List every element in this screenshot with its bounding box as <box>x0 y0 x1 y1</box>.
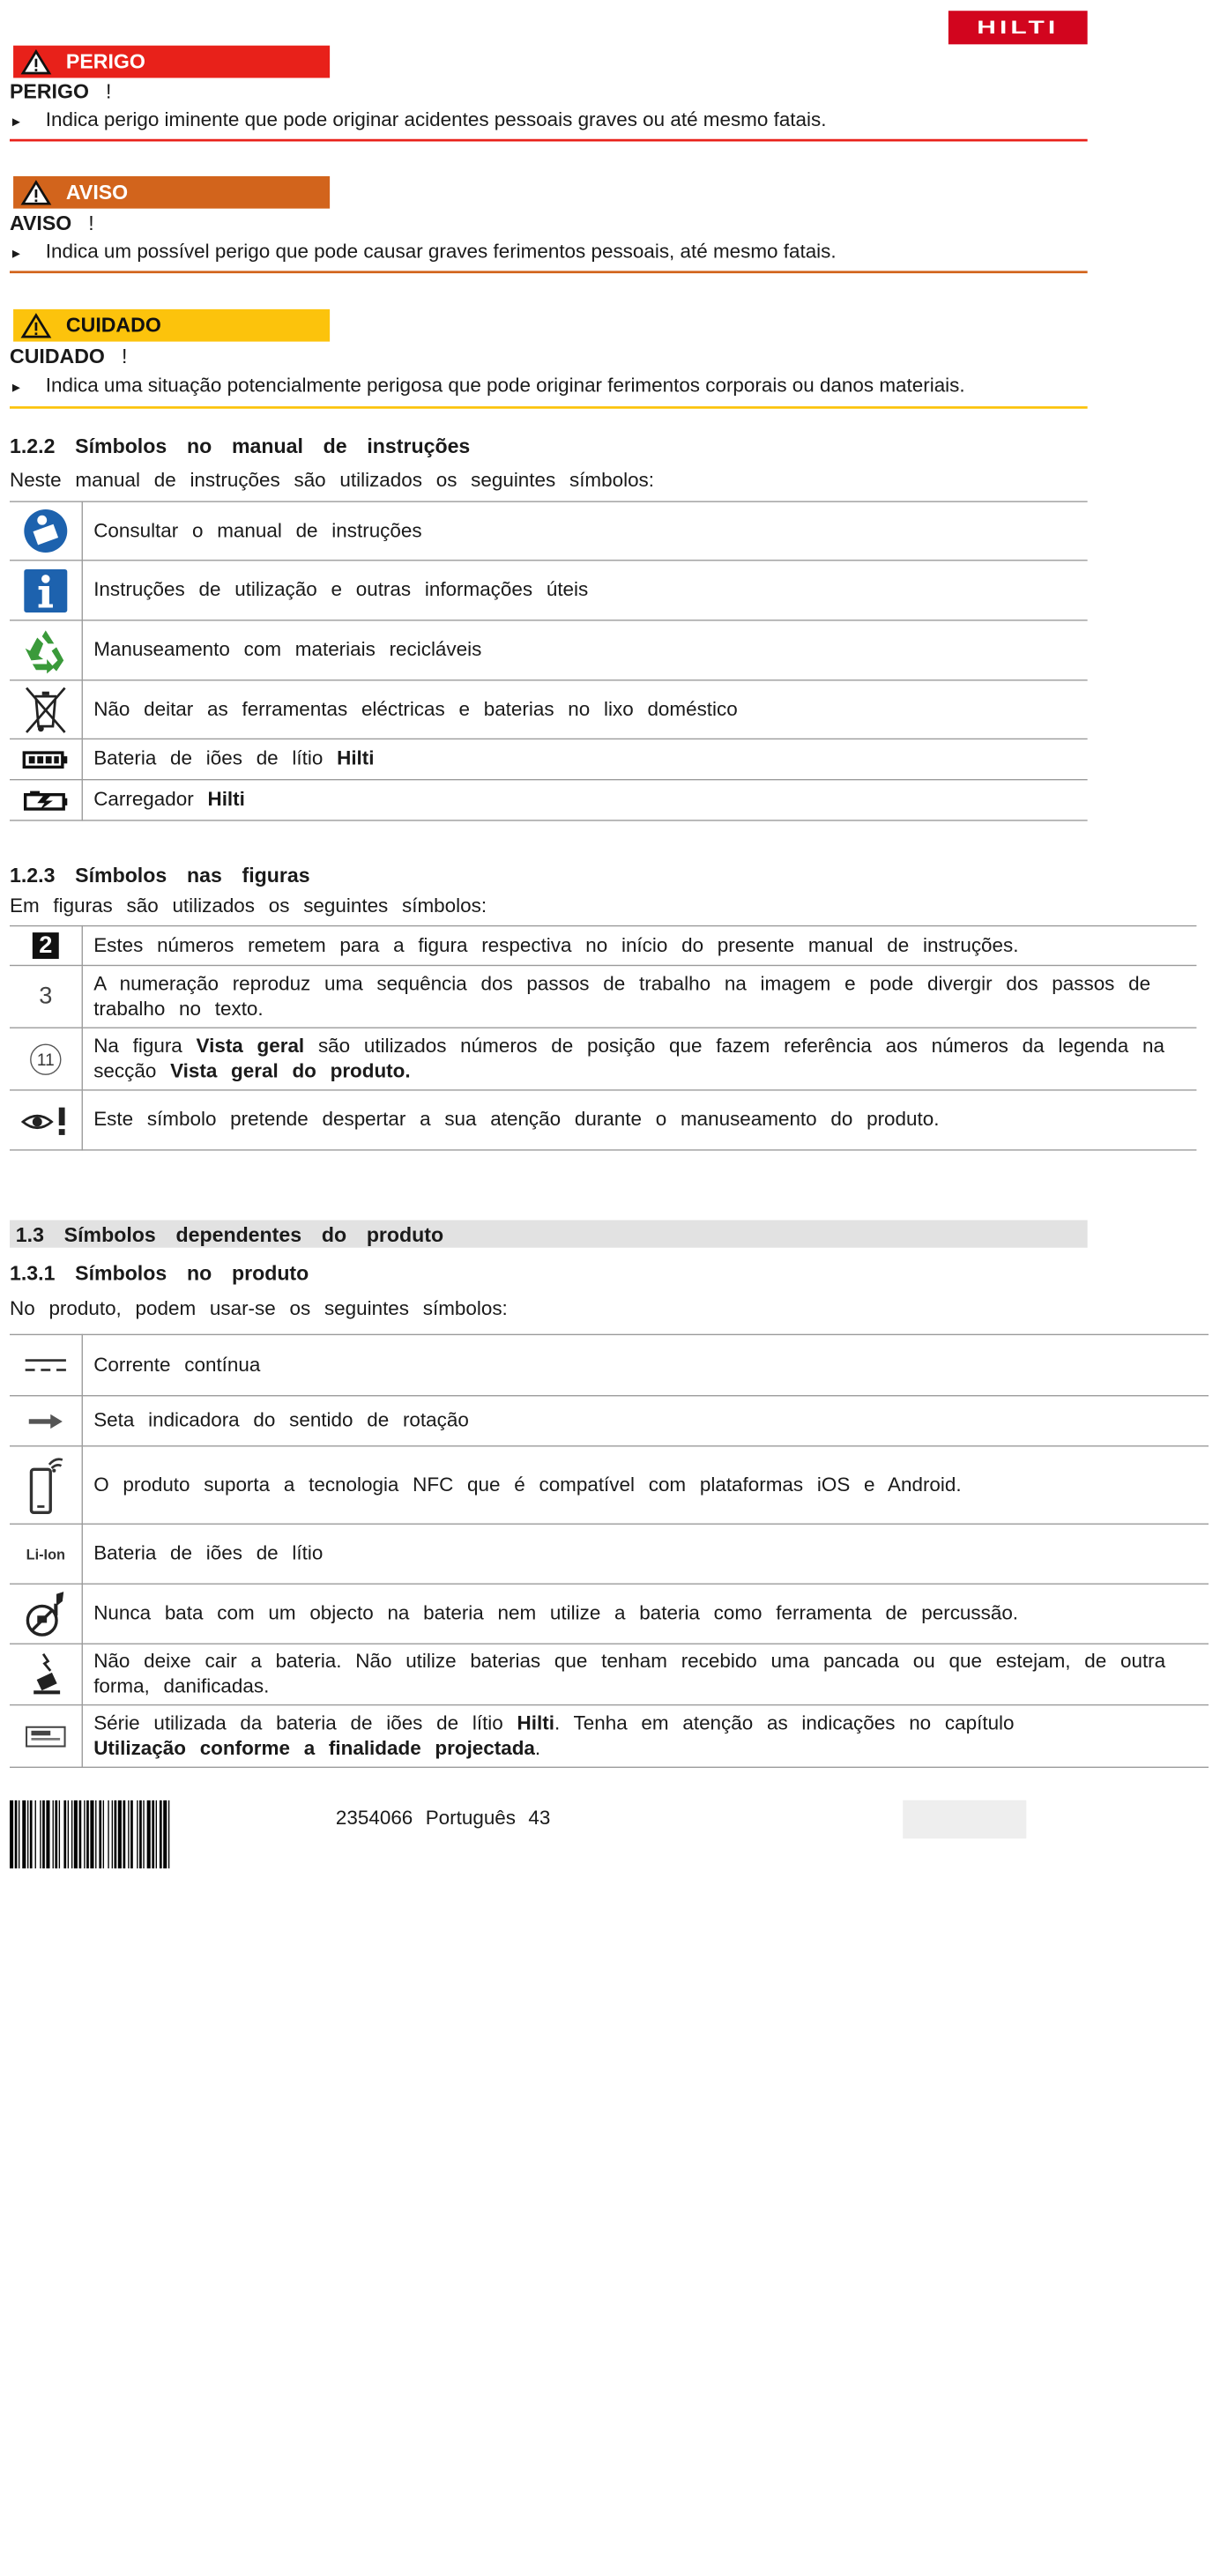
bullet-arrow-icon: ► <box>10 115 23 130</box>
dropped-battery-icon <box>24 1649 67 1699</box>
crossed-bin-icon <box>23 685 69 735</box>
symbol-description: Nunca bata com um objecto na bateria nem utilize a bateria como ferramenta de percussão. <box>82 1584 1209 1644</box>
table-row <box>10 1705 1209 1768</box>
caution-banner <box>13 309 330 342</box>
info-icon <box>22 567 70 614</box>
recycle-icon <box>20 627 71 674</box>
direct-current-icon <box>22 1355 70 1375</box>
document-number: 2354066 <box>335 1807 413 1830</box>
warning-text: ► Indica um possível perigo que pode causar graves ferimentos pessoais, até mesmo fatais. <box>10 241 837 263</box>
li-ion-icon: Li-Ion <box>26 1546 66 1563</box>
product-symbols-table <box>10 1334 1209 1768</box>
section-1-2-2-intro: Neste manual de instruções são utilizados os seguintes símbolos: <box>10 470 655 492</box>
section-1-2-3-heading: 1.2.3 Símbolos nas figuras <box>10 864 310 887</box>
table-row <box>10 1524 1209 1584</box>
symbol-description: Corrente contínua <box>82 1334 1209 1395</box>
table-row <box>10 780 1088 820</box>
caution-banner-label: CUIDADO <box>65 313 161 337</box>
battery-series-icon <box>24 1724 67 1748</box>
section-1-3-1-heading: 1.3.1 Símbolos no produto <box>10 1262 309 1285</box>
footer-language: Português <box>425 1807 517 1830</box>
bullet-arrow-icon: ► <box>10 381 23 396</box>
symbol-description: Instruções de utilização e outras informações úteis <box>82 560 1087 620</box>
footer-gray-box <box>903 1800 1026 1839</box>
symbol-description: Bateria de iões de lítio Hilti <box>82 739 1087 779</box>
table-row <box>10 560 1088 620</box>
eye-attention-icon <box>20 1104 71 1135</box>
warning-banner-label: AVISO <box>65 180 129 204</box>
hilti-logo: HILTI <box>948 11 1088 44</box>
rotation-arrow-icon <box>26 1414 65 1428</box>
no-hammer-battery-icon <box>23 1589 69 1639</box>
battery-icon <box>22 748 70 769</box>
caution-signal-word: CUIDADO ! <box>10 345 128 368</box>
position-number-icon: 11 <box>30 1043 61 1074</box>
table-row <box>10 680 1088 739</box>
table-row <box>10 1090 1196 1150</box>
danger-rule <box>10 139 1088 142</box>
footer-info <box>336 1808 550 1830</box>
section-1-2-2-heading: 1.2.2 Símbolos no manual de instruções <box>10 434 471 458</box>
warning-triangle-icon <box>20 48 51 75</box>
danger-signal-word: PERIGO ! <box>10 80 112 103</box>
table-row <box>10 1396 1209 1446</box>
charger-icon <box>22 788 70 812</box>
table-row <box>10 501 1088 560</box>
figure-number-icon: 2 <box>33 932 59 959</box>
barcode-icon <box>10 1800 307 1869</box>
symbol-description: Não deitar as ferramentas eléctricas e baterias no lixo doméstico <box>82 680 1087 739</box>
manual-page <box>10 0 1220 2576</box>
page-number: 43 <box>528 1807 551 1830</box>
figure-symbols-table <box>10 925 1196 1151</box>
caution-text: ► Indica uma situação potencialmente perigosa que pode originar ferimentos corporais ou danos materiais. <box>10 375 965 397</box>
step-number-icon: 3 <box>39 983 53 1010</box>
caution-rule <box>10 406 1088 409</box>
symbol-description: Na figura Vista geral são utilizados números de posição que fazem referência aos números da legenda na secção Vista geral do produto. <box>82 1028 1196 1090</box>
table-row <box>10 1446 1209 1524</box>
symbol-description: Carregador Hilti <box>82 780 1087 820</box>
bullet-arrow-icon: ► <box>10 247 23 262</box>
symbol-description: Bateria de iões de lítio <box>82 1524 1209 1584</box>
table-row <box>10 1584 1209 1644</box>
section-1-2-3-intro: Em figuras são utilizados os seguintes símbolos: <box>10 895 487 917</box>
nfc-phone-icon <box>24 1452 67 1517</box>
warning-triangle-icon <box>20 312 51 338</box>
symbol-description: Série utilizada da bateria de iões de lítio Hilti. Tenha em atenção as indicações no capítulo Utilização conforme a finalidade projectada. <box>82 1705 1209 1768</box>
symbol-description: Não deixe cair a bateria. Não utilize baterias que tenham recebido uma pancada ou que estejam, de outra forma, danificadas. <box>82 1644 1209 1704</box>
symbol-description: Este símbolo pretende despertar a sua atenção durante o manuseamento do produto. <box>82 1090 1196 1150</box>
manual-book-icon <box>22 507 70 554</box>
section-1-3-1-intro: No produto, podem usar-se os seguintes símbolos: <box>10 1297 508 1320</box>
warning-rule <box>10 271 1088 273</box>
symbol-description: Estes números remetem para a figura respectiva no início do presente manual de instruções. <box>82 926 1196 966</box>
warning-triangle-icon <box>20 179 51 205</box>
table-row <box>10 965 1196 1028</box>
symbol-description: Seta indicadora do sentido de rotação <box>82 1396 1209 1446</box>
table-row <box>10 620 1088 680</box>
table-row <box>10 739 1088 779</box>
symbol-description: Consultar o manual de instruções <box>82 501 1087 560</box>
table-row <box>10 1334 1209 1395</box>
warning-banner <box>13 176 330 209</box>
manual-symbols-table <box>10 501 1088 820</box>
symbol-description: A numeração reproduz uma sequência dos passos de trabalho na imagem e pode divergir dos passos de trabalho no texto. <box>82 965 1196 1028</box>
table-row <box>10 926 1196 966</box>
warning-signal-word: AVISO ! <box>10 212 94 235</box>
symbol-description: O produto suporta a tecnologia NFC que é compatível com plataformas iOS e Android. <box>82 1446 1209 1524</box>
table-row <box>10 1644 1209 1704</box>
section-1-3-heading: 1.3 Símbolos dependentes do produto <box>15 1223 444 1247</box>
table-row <box>10 1028 1196 1090</box>
danger-banner <box>13 46 330 78</box>
danger-banner-label: PERIGO <box>65 49 145 73</box>
danger-text: ► Indica perigo iminente que pode originar acidentes pessoais graves ou até mesmo fatais. <box>10 108 827 131</box>
symbol-description: Manuseamento com materiais recicláveis <box>82 620 1087 680</box>
